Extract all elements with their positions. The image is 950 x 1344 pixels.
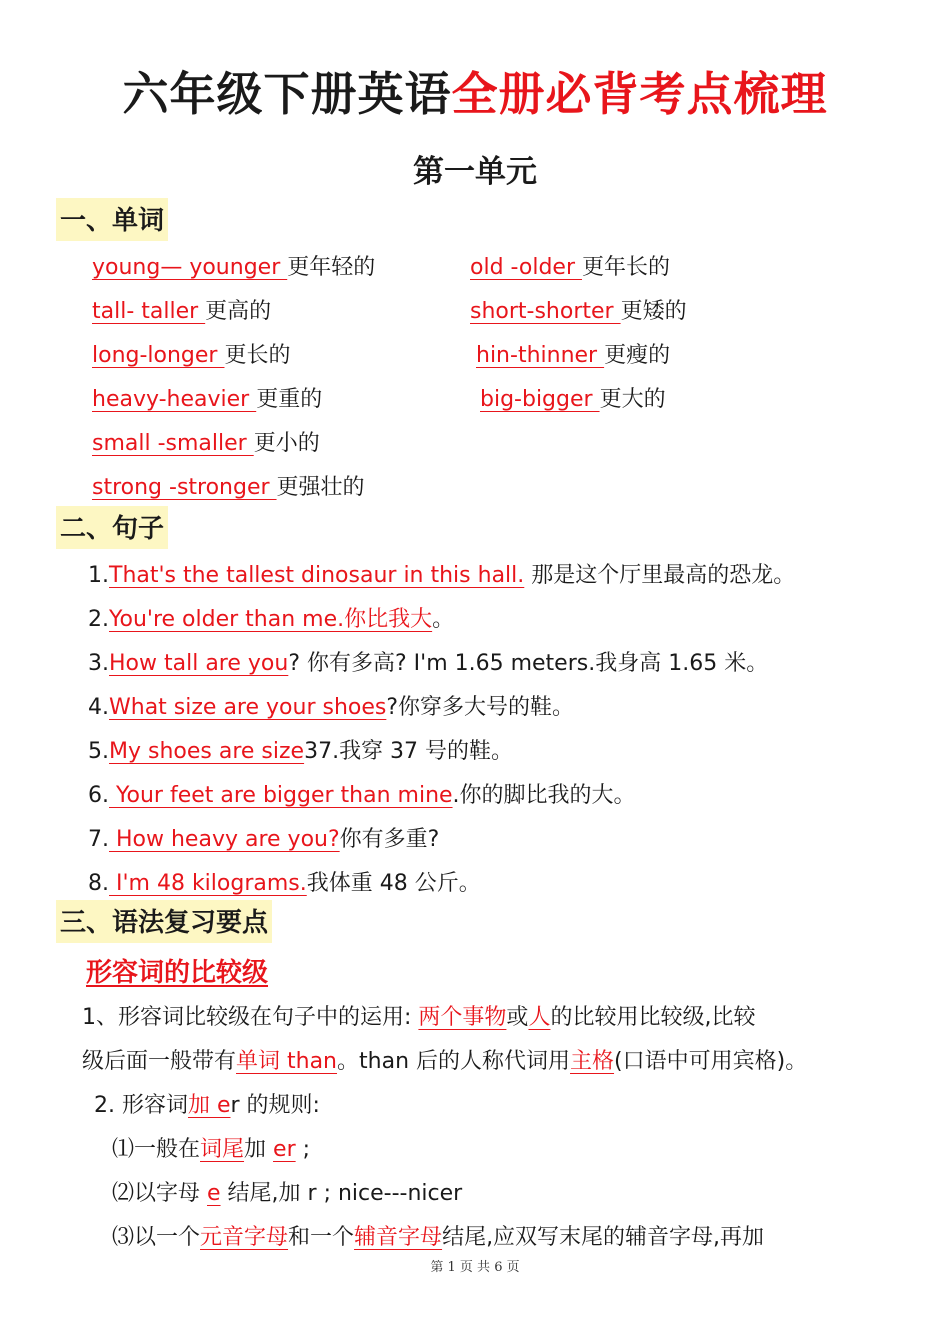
text: 。than 后的人称代词用 [337, 1049, 571, 1074]
sentence-rest: 37.我穿 37 号的鞋。 [304, 739, 514, 764]
grammar-rule [112, 1132, 310, 1163]
word-en: big-bigger [480, 387, 600, 412]
word-zh: 更瘦的 [604, 343, 671, 368]
sentence-rest: ?你穿多大号的鞋。 [386, 695, 575, 720]
word-item [92, 250, 375, 281]
sentence-item [88, 866, 481, 897]
word-item [92, 294, 271, 325]
text: 级后面一般带有 [82, 1049, 237, 1074]
highlight: 词尾 [200, 1137, 245, 1162]
highlight: 元音字母 [200, 1225, 289, 1250]
grammar-subtitle: 形容词的比较级 [86, 958, 269, 988]
sentence-item [88, 646, 768, 677]
word-item [476, 338, 670, 369]
word-item [92, 470, 365, 501]
text: 加 [244, 1137, 274, 1162]
title-black-part: 六年级下册英语 [122, 67, 452, 121]
sentence-number: 2. [88, 607, 109, 632]
unit-heading: 第一单元 [413, 154, 537, 190]
sentence-number: 4. [88, 695, 109, 720]
word-zh: 更强壮的 [276, 475, 365, 500]
sentence-rest: .你的脚比我的大。 [452, 783, 636, 808]
sentence-item [88, 778, 636, 809]
word-en: tall- taller [92, 299, 206, 324]
sentence-item [88, 558, 795, 589]
word-zh: 更年长的 [582, 255, 671, 280]
sentence-en: What size are your shoes [109, 695, 387, 720]
sentence-rest: 。 [432, 607, 455, 632]
grammar-rule [112, 1220, 764, 1251]
sentence-number: 3. [88, 651, 109, 676]
highlight: er [273, 1137, 296, 1162]
sentence-rest: ? 你有多高? I'm 1.65 meters.我身高 1.65 米。 [288, 651, 769, 676]
word-en: short-shorter [470, 299, 621, 324]
word-en: long-longer [92, 343, 225, 368]
sentence-en: I'm 48 kilograms. [109, 871, 307, 896]
sentence-rest: 你有多重? [339, 827, 440, 852]
sentence-number: 7. [88, 827, 109, 852]
sentence-item [88, 602, 454, 633]
highlight: 单词 than [236, 1049, 338, 1074]
sentence-rest: 那是这个厅里最高的恐龙。 [524, 563, 796, 588]
text: 结尾,应双写末尾的辅音字母,再加 [442, 1225, 765, 1250]
word-zh: 更矮的 [620, 299, 687, 324]
sentence-number: 5. [88, 739, 109, 764]
text: ⑴一般在 [112, 1137, 201, 1162]
word-en: hin-thinner [476, 343, 605, 368]
word-zh: 更长的 [224, 343, 291, 368]
sentence-item [88, 822, 439, 853]
word-en: young— younger [92, 255, 288, 280]
sentence-en: That's the tallest dinosaur in this hall. [109, 563, 525, 588]
highlight: 加 e [187, 1093, 231, 1118]
grammar-paragraph [82, 1000, 755, 1031]
text: ; [295, 1137, 311, 1162]
page-title [0, 58, 950, 124]
word-zh: 更重的 [256, 387, 323, 412]
word-en: small -smaller [92, 431, 254, 456]
word-item [480, 382, 666, 413]
highlight: 两个事物 [418, 1005, 507, 1030]
word-zh: 更小的 [253, 431, 320, 456]
page-footer: 第 1 页 共 6 页 [430, 1260, 520, 1275]
sentence-en: How heavy are you? [109, 827, 340, 852]
text: 2. 形容词 [94, 1093, 188, 1118]
grammar-paragraph [82, 1044, 807, 1075]
text: r 的规则: [230, 1093, 320, 1118]
word-item [92, 382, 322, 413]
grammar-rule [94, 1088, 320, 1119]
sentence-item [88, 734, 513, 765]
word-en: heavy-heavier [92, 387, 257, 412]
sentence-number: 6. [88, 783, 109, 808]
text: 或 [506, 1005, 529, 1030]
text: 结尾,加 r ; nice---nicer [220, 1181, 463, 1206]
highlight: 辅音字母 [354, 1225, 443, 1250]
word-item [92, 426, 320, 457]
sentence-en: How tall are you [109, 651, 289, 676]
text: ⑶以一个 [112, 1225, 201, 1250]
highlight: e [207, 1181, 221, 1206]
word-item [470, 250, 670, 281]
sentence-number: 8. [88, 871, 109, 896]
sentence-en: Your feet are bigger than mine [109, 783, 453, 808]
section-heading-sentences: 二、句子 [56, 506, 168, 549]
section-heading-words: 一、单词 [56, 198, 168, 241]
sentence-item [88, 690, 574, 721]
section-heading-grammar: 三、语法复习要点 [56, 900, 272, 943]
sentence-en: You're older than me.你比我大 [109, 607, 433, 632]
sentence-number: 1. [88, 563, 109, 588]
text: 的比较用比较级,比较 [550, 1005, 756, 1030]
word-zh: 更大的 [599, 387, 666, 412]
word-zh: 更高的 [205, 299, 272, 324]
word-item [92, 338, 291, 369]
grammar-rule [112, 1176, 462, 1207]
text: ⑵以字母 [112, 1181, 207, 1206]
sentence-en: My shoes are size [109, 739, 305, 764]
highlight: 主格 [570, 1049, 615, 1074]
word-item [470, 294, 687, 325]
text: (口语中可用宾格)。 [614, 1049, 808, 1074]
sentence-rest: 我体重 48 公斤。 [306, 871, 481, 896]
title-red-part: 全册必背考点梳理 [451, 67, 828, 121]
word-en: old -older [470, 255, 582, 280]
word-en: strong -stronger [92, 475, 277, 500]
text: 和一个 [288, 1225, 355, 1250]
text: 1、形容词比较级在句子中的运用: [82, 1005, 419, 1030]
word-zh: 更年轻的 [287, 255, 376, 280]
highlight: 人 [528, 1005, 551, 1030]
